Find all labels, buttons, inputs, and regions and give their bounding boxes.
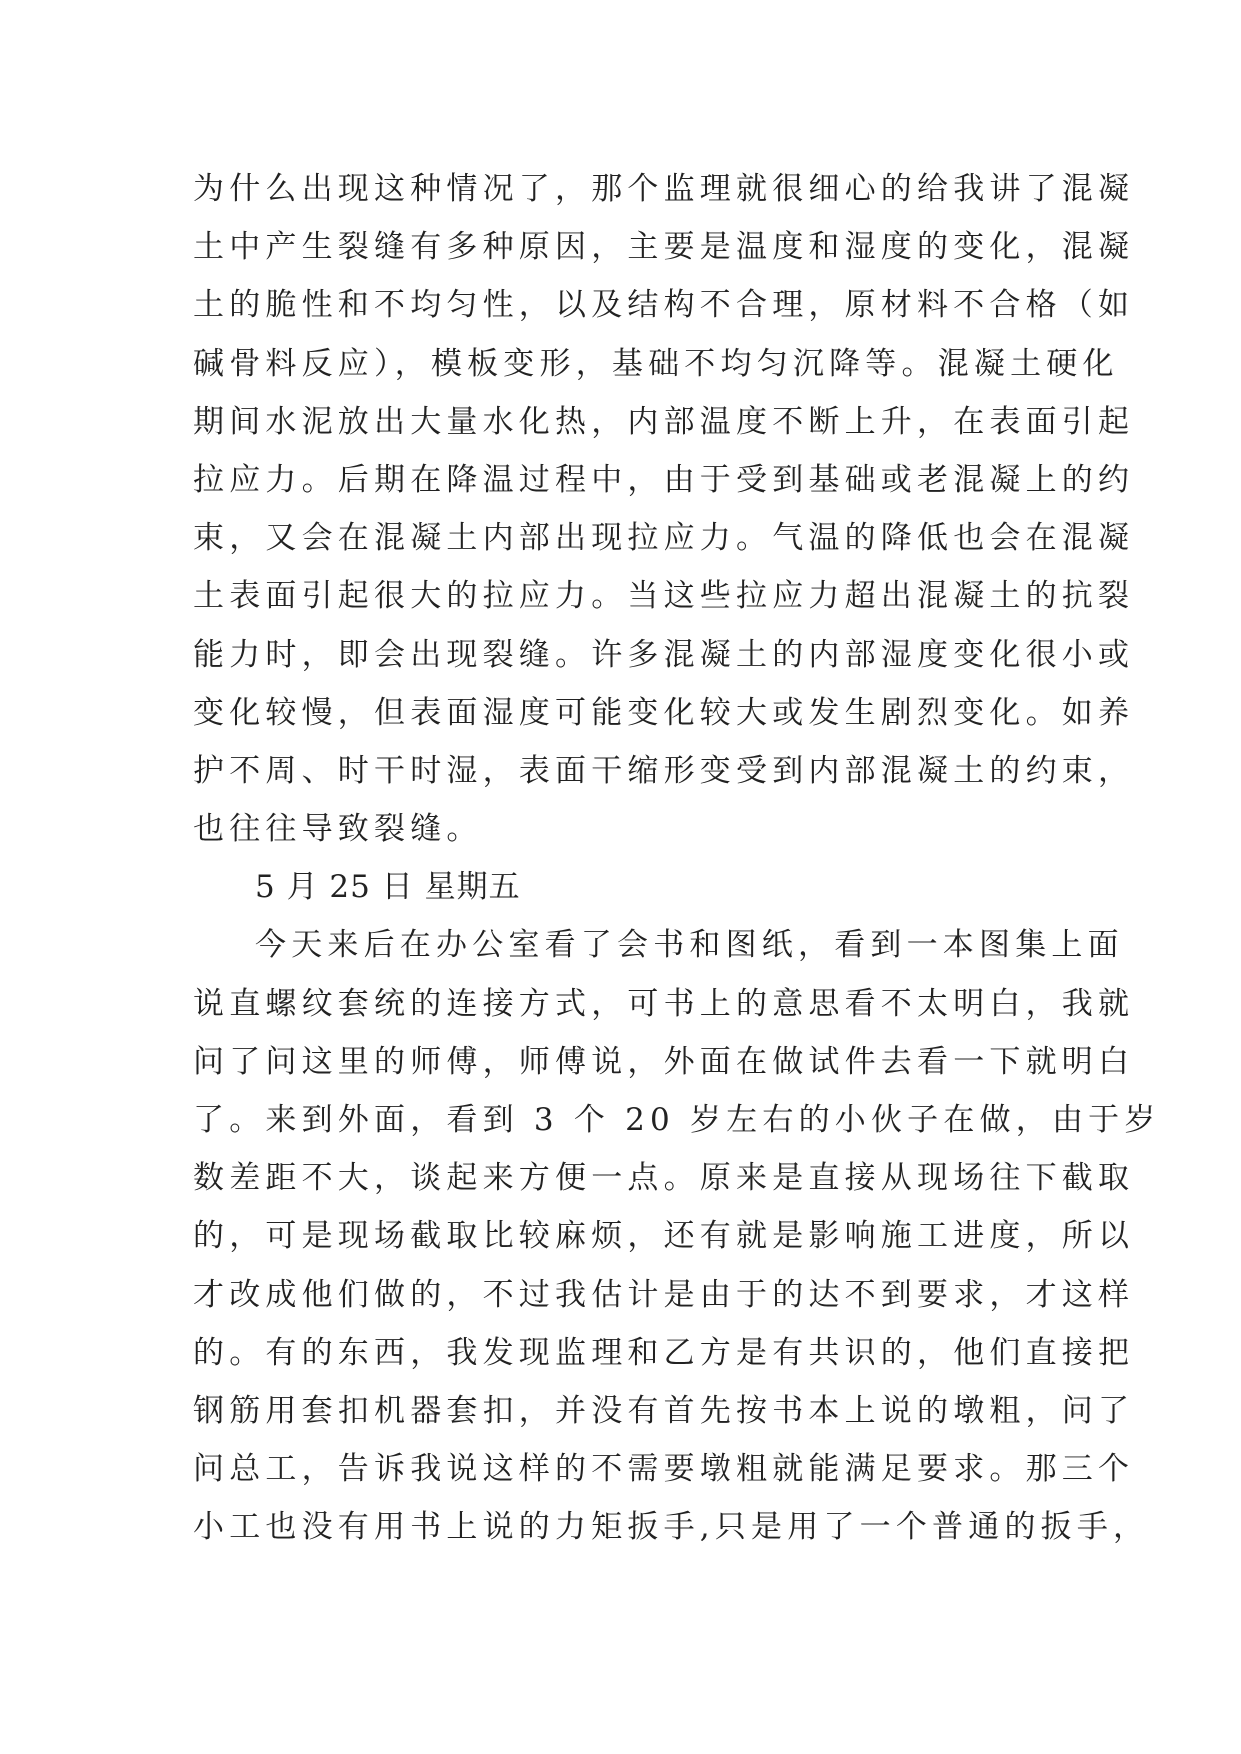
text-line: 土中产生裂缝有多种原因，主要是温度和湿度的变化，混凝 [193,229,1135,266]
text-line: 土表面引起很大的拉应力。当这些拉应力超出混凝土的抗裂 [193,578,1135,615]
text-line: 护不周、时干时湿，表面干缩形变受到内部混凝土的约束， [193,752,1135,789]
text-line: 钢筋用套扣机器套扣，并没有首先按书本上说的墩粗，问了 [193,1392,1135,1429]
text-line: 也往往导致裂缝。 [193,811,483,848]
text-line: 变化较慢，但表面湿度可能变化较大或发生剧烈变化。如养 [193,694,1135,731]
text-line: 小工也没有用书上说的力矩扳手,只是用了一个普通的扳手， [193,1509,1150,1546]
text-line: 问了问这里的师傅，师傅说，外面在做试件去看一下就明白 [193,1043,1135,1080]
text-line: 的，可是现场截取比较麻烦，还有就是影响施工进度，所以 [193,1218,1135,1255]
text-line: 能力时，即会出现裂缝。许多混凝土的内部湿度变化很小或 [193,636,1135,673]
text-line: 数差距不大，谈起来方便一点。原来是直接从现场往下截取 [193,1160,1135,1197]
text-line: 期间水泥放出大量水化热，内部温度不断上升，在表面引起 [193,403,1135,440]
text-line: 问总工，告诉我说这样的不需要墩粗就能满足要求。那三个 [193,1451,1135,1488]
text-line: 碱骨料反应），模板变形，基础不均匀沉降等。混凝土硬化 [193,345,1119,382]
text-line: 了。来到外面，看到 3 个 20 岁左右的小伙子在做，由于岁 [193,1102,1161,1138]
text-line: 土的脆性和不均匀性，以及结构不合理，原材料不合格（如 [193,287,1135,324]
text-line: 说直螺纹套统的连接方式，可书上的意思看不太明白，我就 [193,985,1135,1022]
text-line: 束，又会在混凝土内部出现拉应力。气温的降低也会在混凝 [193,520,1135,557]
text-line: 的。有的东西，我发现监理和乙方是有共识的，他们直接把 [193,1334,1135,1371]
text-line: 才改成他们做的，不过我估计是由于的达不到要求，才这样 [193,1276,1135,1313]
text-line: 拉应力。后期在降温过程中，由于受到基础或老混凝上的约 [193,461,1135,498]
text-line: 今天来后在办公室看了会书和图纸，看到一本图集上面 [255,927,1124,964]
date-heading: 5 月 25 日 星期五 [255,869,521,906]
text-line: 为什么出现这种情况了，那个监理就很细心的给我讲了混凝 [193,171,1135,207]
body-text [193,160,1161,1557]
